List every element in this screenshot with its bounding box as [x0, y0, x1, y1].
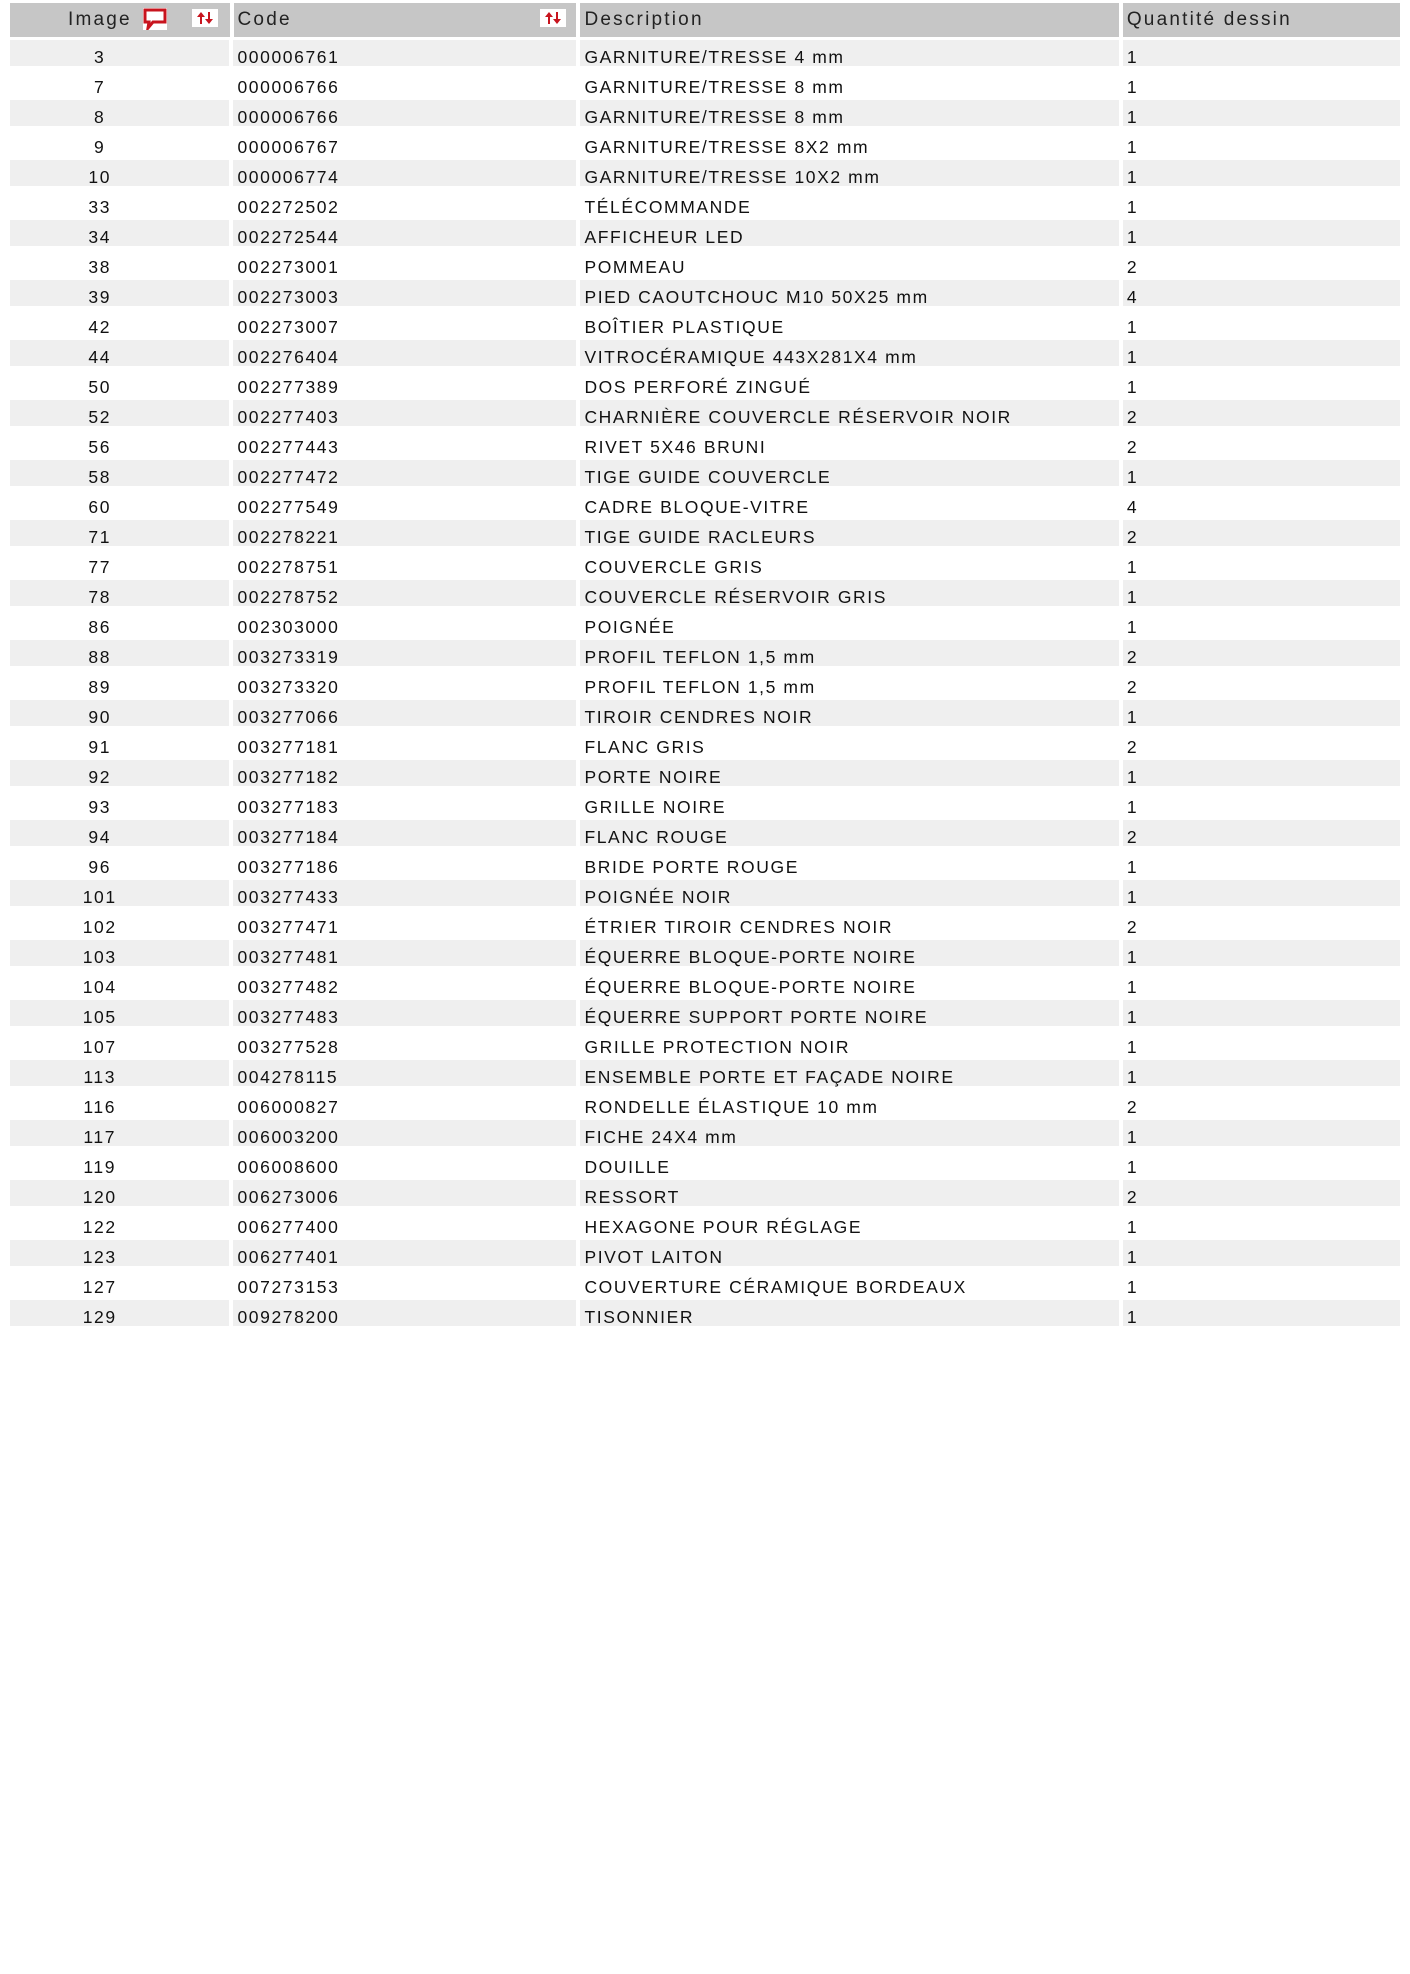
cell-image: 122	[82, 1216, 117, 1237]
cell-image: 38	[88, 256, 112, 277]
cell-image: 34	[10, 220, 229, 246]
table-row	[10, 670, 1400, 700]
cell-description: COUVERCLE GRIS	[584, 556, 764, 577]
table-row	[10, 520, 1400, 550]
cell-description: DOUILLE	[584, 1156, 671, 1177]
comment-icon[interactable]	[143, 8, 167, 30]
cell-image: 103	[10, 940, 229, 966]
column-header-image-label: Image	[68, 9, 132, 30]
table-row	[10, 430, 1400, 460]
cell-quantity: 1	[1123, 1240, 1400, 1266]
cell-code: 004278115	[233, 1060, 576, 1086]
cell-image: 105	[10, 1000, 229, 1026]
table-row	[10, 310, 1400, 340]
cell-code: 006008600	[237, 1156, 340, 1177]
cell-description: COUVERTURE CÉRAMIQUE BORDEAUX	[584, 1276, 967, 1297]
column-header-code[interactable]	[234, 3, 577, 37]
cell-description: RIVET 5X46 BRUNI	[584, 436, 767, 457]
cell-description: AFFICHEUR LED	[580, 220, 1118, 246]
cell-image: 116	[83, 1096, 117, 1117]
table-header	[10, 3, 1400, 37]
column-header-description	[580, 3, 1118, 37]
cell-code: 000006766	[233, 100, 576, 126]
cell-code: 003273319	[233, 640, 576, 666]
cell-description: COUVERCLE RÉSERVOIR GRIS	[580, 580, 1118, 606]
cell-description: GARNITURE/TRESSE 10X2 mm	[580, 160, 1118, 186]
table-row	[10, 160, 1400, 190]
table-row	[10, 370, 1400, 400]
cell-image: 52	[10, 400, 229, 426]
column-header-description-label: Description	[584, 9, 704, 30]
cell-image: 58	[10, 460, 229, 486]
cell-image: 129	[10, 1300, 229, 1326]
table-row	[10, 70, 1400, 100]
sort-arrows-icon[interactable]	[540, 9, 566, 27]
cell-image: 9	[94, 136, 106, 157]
cell-code: 003277183	[237, 796, 340, 817]
cell-quantity: 1	[1126, 1036, 1139, 1057]
cell-quantity: 2	[1126, 436, 1139, 457]
cell-image: 42	[88, 316, 112, 337]
table-row	[10, 640, 1400, 670]
cell-code: 006277401	[233, 1240, 576, 1266]
cell-image: 96	[88, 856, 112, 877]
cell-code: 006273006	[233, 1180, 576, 1206]
cell-description: GRILLE PROTECTION NOIR	[584, 1036, 851, 1057]
cell-image: 104	[82, 976, 117, 997]
cell-quantity: 1	[1126, 1216, 1139, 1237]
cell-code: 003277482	[237, 976, 340, 997]
sort-arrows-icon[interactable]	[192, 9, 218, 27]
cell-image: 50	[88, 376, 112, 397]
table-row	[10, 730, 1400, 760]
cell-quantity: 1	[1123, 1060, 1400, 1086]
cell-code: 000006774	[233, 160, 576, 186]
table-row	[10, 1270, 1400, 1300]
cell-code: 002277472	[233, 460, 576, 486]
cell-description: VITROCÉRAMIQUE 443X281X4 mm	[580, 340, 1118, 366]
cell-description: GARNITURE/TRESSE 8 mm	[580, 100, 1118, 126]
table-row	[10, 490, 1400, 520]
table-row	[10, 1210, 1400, 1240]
cell-description: CHARNIÈRE COUVERCLE RÉSERVOIR NOIR	[580, 400, 1118, 426]
table-row	[10, 850, 1400, 880]
table-row	[10, 190, 1400, 220]
table-row	[10, 970, 1400, 1000]
table-row	[10, 1120, 1400, 1150]
cell-quantity: 1	[1123, 220, 1400, 246]
cell-code: 002273007	[237, 316, 340, 337]
table-row	[10, 820, 1400, 850]
cell-code: 002277389	[237, 376, 340, 397]
cell-image: 113	[10, 1060, 229, 1086]
cell-code: 003273320	[237, 676, 340, 697]
cell-quantity: 1	[1123, 760, 1400, 786]
cell-quantity: 1	[1126, 1276, 1139, 1297]
cell-image: 60	[88, 496, 112, 517]
cell-quantity: 1	[1123, 460, 1400, 486]
cell-description: PROFIL TEFLON 1,5 mm	[584, 676, 816, 697]
cell-image: 77	[88, 556, 112, 577]
cell-code: 002277403	[233, 400, 576, 426]
cell-image: 89	[88, 676, 112, 697]
table-row	[10, 1000, 1400, 1030]
cell-image: 93	[88, 796, 112, 817]
cell-description: DOS PERFORÉ ZINGUÉ	[584, 376, 812, 397]
table-row	[10, 280, 1400, 310]
cell-quantity: 1	[1126, 976, 1139, 997]
cell-description: FICHE 24X4 mm	[580, 1120, 1118, 1146]
cell-quantity: 1	[1123, 940, 1400, 966]
cell-quantity: 2	[1123, 400, 1400, 426]
column-header-quantity-label: Quantité dessin	[1126, 9, 1292, 30]
cell-image: 71	[10, 520, 229, 546]
cell-image: 92	[10, 760, 229, 786]
table-row	[10, 130, 1400, 160]
column-header-code-label: Code	[237, 9, 292, 30]
cell-description: POIGNÉE NOIR	[580, 880, 1118, 906]
table-row	[10, 880, 1400, 910]
column-header-quantity	[1123, 3, 1400, 37]
cell-code: 002272544	[233, 220, 576, 246]
table-row	[10, 1180, 1400, 1210]
cell-quantity: 1	[1123, 100, 1400, 126]
cell-image: 10	[10, 160, 229, 186]
table-row	[10, 550, 1400, 580]
cell-code: 003277483	[233, 1000, 576, 1026]
cell-code: 009278200	[233, 1300, 576, 1326]
cell-quantity: 4	[1123, 280, 1400, 306]
cell-description: TISONNIER	[580, 1300, 1118, 1326]
cell-image: 107	[82, 1036, 117, 1057]
cell-description: FLANC GRIS	[584, 736, 706, 757]
cell-description: PIVOT LAITON	[580, 1240, 1118, 1266]
cell-code: 003277471	[237, 916, 340, 937]
cell-description: FLANC ROUGE	[580, 820, 1118, 846]
cell-quantity: 1	[1123, 1000, 1400, 1026]
cell-image: 91	[88, 736, 112, 757]
cell-code: 003277481	[233, 940, 576, 966]
cell-description: GARNITURE/TRESSE 4 mm	[580, 40, 1118, 66]
cell-code: 000006767	[237, 136, 340, 157]
cell-description: TIGE GUIDE COUVERCLE	[580, 460, 1118, 486]
cell-code: 003277186	[237, 856, 340, 877]
cell-quantity: 1	[1123, 340, 1400, 366]
cell-image: 94	[10, 820, 229, 846]
cell-description: ÉQUERRE BLOQUE-PORTE NOIRE	[584, 976, 917, 997]
table-row	[10, 610, 1400, 640]
cell-quantity: 2	[1123, 1180, 1400, 1206]
cell-image: 90	[10, 700, 229, 726]
cell-code: 003277182	[233, 760, 576, 786]
cell-description: HEXAGONE POUR RÉGLAGE	[584, 1216, 863, 1237]
table-row	[10, 580, 1400, 610]
table-row	[10, 400, 1400, 430]
table-row	[10, 220, 1400, 250]
table-row	[10, 940, 1400, 970]
cell-quantity: 1	[1126, 136, 1139, 157]
cell-description: BOÎTIER PLASTIQUE	[584, 316, 785, 337]
table-row	[10, 340, 1400, 370]
cell-code: 003277528	[237, 1036, 340, 1057]
cell-image: 101	[10, 880, 229, 906]
cell-description: PIED CAOUTCHOUC M10 50X25 mm	[580, 280, 1118, 306]
cell-quantity: 1	[1126, 196, 1139, 217]
cell-image: 117	[10, 1120, 229, 1146]
cell-quantity: 1	[1123, 700, 1400, 726]
cell-code: 002272502	[237, 196, 340, 217]
cell-code: 003277184	[233, 820, 576, 846]
cell-image: 123	[10, 1240, 229, 1266]
cell-quantity: 1	[1126, 316, 1139, 337]
table-row	[10, 760, 1400, 790]
parts-table	[10, 3, 1400, 1330]
cell-description: ENSEMBLE PORTE ET FAÇADE NOIRE	[580, 1060, 1118, 1086]
cell-quantity: 1	[1126, 76, 1139, 97]
cell-description: GARNITURE/TRESSE 8 mm	[584, 76, 845, 97]
table-row	[10, 1300, 1400, 1330]
cell-quantity: 1	[1126, 616, 1139, 637]
cell-description: PROFIL TEFLON 1,5 mm	[580, 640, 1118, 666]
table-row	[10, 910, 1400, 940]
cell-quantity: 1	[1123, 880, 1400, 906]
cell-code: 000006766	[237, 76, 340, 97]
cell-code: 006000827	[237, 1096, 340, 1117]
cell-code: 003277433	[233, 880, 576, 906]
table-body	[10, 40, 1400, 1330]
cell-code: 003277066	[233, 700, 576, 726]
cell-quantity: 1	[1126, 376, 1139, 397]
cell-quantity: 1	[1126, 856, 1139, 877]
cell-image: 3	[10, 40, 229, 66]
cell-description: ÉQUERRE BLOQUE-PORTE NOIRE	[580, 940, 1118, 966]
table-row	[10, 790, 1400, 820]
cell-description: ÉTRIER TIROIR CENDRES NOIR	[584, 916, 894, 937]
cell-quantity: 1	[1126, 1156, 1139, 1177]
cell-quantity: 2	[1123, 820, 1400, 846]
cell-quantity: 2	[1126, 736, 1139, 757]
cell-description: POMMEAU	[584, 256, 687, 277]
cell-image: 119	[83, 1156, 117, 1177]
cell-image: 127	[82, 1276, 117, 1297]
table-row	[10, 250, 1400, 280]
cell-quantity: 1	[1123, 160, 1400, 186]
cell-image: 8	[10, 100, 229, 126]
cell-code: 002278751	[237, 556, 340, 577]
cell-description: POIGNÉE	[584, 616, 676, 637]
cell-image: 33	[88, 196, 112, 217]
cell-quantity: 2	[1123, 640, 1400, 666]
cell-quantity: 2	[1126, 916, 1139, 937]
cell-image: 39	[10, 280, 229, 306]
table-row	[10, 1240, 1400, 1270]
cell-code: 002276404	[233, 340, 576, 366]
table-row	[10, 40, 1400, 70]
cell-quantity: 2	[1126, 256, 1139, 277]
cell-image: 102	[82, 916, 117, 937]
cell-image: 7	[94, 76, 106, 97]
cell-image: 44	[10, 340, 229, 366]
cell-quantity: 4	[1126, 496, 1139, 517]
cell-quantity: 1	[1123, 580, 1400, 606]
table-row	[10, 700, 1400, 730]
cell-description: GRILLE NOIRE	[584, 796, 727, 817]
cell-code: 006003200	[233, 1120, 576, 1146]
cell-quantity: 2	[1126, 1096, 1139, 1117]
cell-description: ÉQUERRE SUPPORT PORTE NOIRE	[580, 1000, 1118, 1026]
cell-quantity: 1	[1126, 556, 1139, 577]
table-row	[10, 100, 1400, 130]
table-row	[10, 1030, 1400, 1060]
cell-code: 002278752	[233, 580, 576, 606]
cell-image: 88	[10, 640, 229, 666]
cell-description: GARNITURE/TRESSE 8X2 mm	[584, 136, 870, 157]
cell-description: TIGE GUIDE RACLEURS	[580, 520, 1118, 546]
table-row	[10, 1090, 1400, 1120]
cell-code: 002278221	[233, 520, 576, 546]
cell-quantity: 1	[1123, 1120, 1400, 1146]
cell-quantity: 1	[1123, 40, 1400, 66]
table-row	[10, 1060, 1400, 1090]
cell-description: TIROIR CENDRES NOIR	[580, 700, 1118, 726]
cell-quantity: 1	[1123, 1300, 1400, 1326]
cell-code: 007273153	[237, 1276, 340, 1297]
cell-image: 56	[88, 436, 112, 457]
cell-code: 002277549	[237, 496, 340, 517]
cell-code: 000006761	[233, 40, 576, 66]
cell-description: CADRE BLOQUE-VITRE	[584, 496, 810, 517]
cell-quantity: 2	[1126, 676, 1139, 697]
cell-description: RONDELLE ÉLASTIQUE 10 mm	[584, 1096, 879, 1117]
cell-quantity: 1	[1126, 796, 1139, 817]
cell-code: 002303000	[237, 616, 340, 637]
cell-description: BRIDE PORTE ROUGE	[584, 856, 799, 877]
cell-image: 78	[10, 580, 229, 606]
cell-code: 002273001	[237, 256, 340, 277]
cell-description: PORTE NOIRE	[580, 760, 1118, 786]
cell-code: 002273003	[233, 280, 576, 306]
cell-description: TÉLÉCOMMANDE	[584, 196, 752, 217]
cell-image: 120	[10, 1180, 229, 1206]
cell-code: 006277400	[237, 1216, 340, 1237]
cell-image: 86	[88, 616, 112, 637]
cell-quantity: 2	[1123, 520, 1400, 546]
table-row	[10, 460, 1400, 490]
cell-code: 003277181	[237, 736, 340, 757]
cell-code: 002277443	[237, 436, 340, 457]
cell-description: RESSORT	[580, 1180, 1118, 1206]
column-header-image[interactable]	[10, 3, 230, 37]
table-row	[10, 1150, 1400, 1180]
